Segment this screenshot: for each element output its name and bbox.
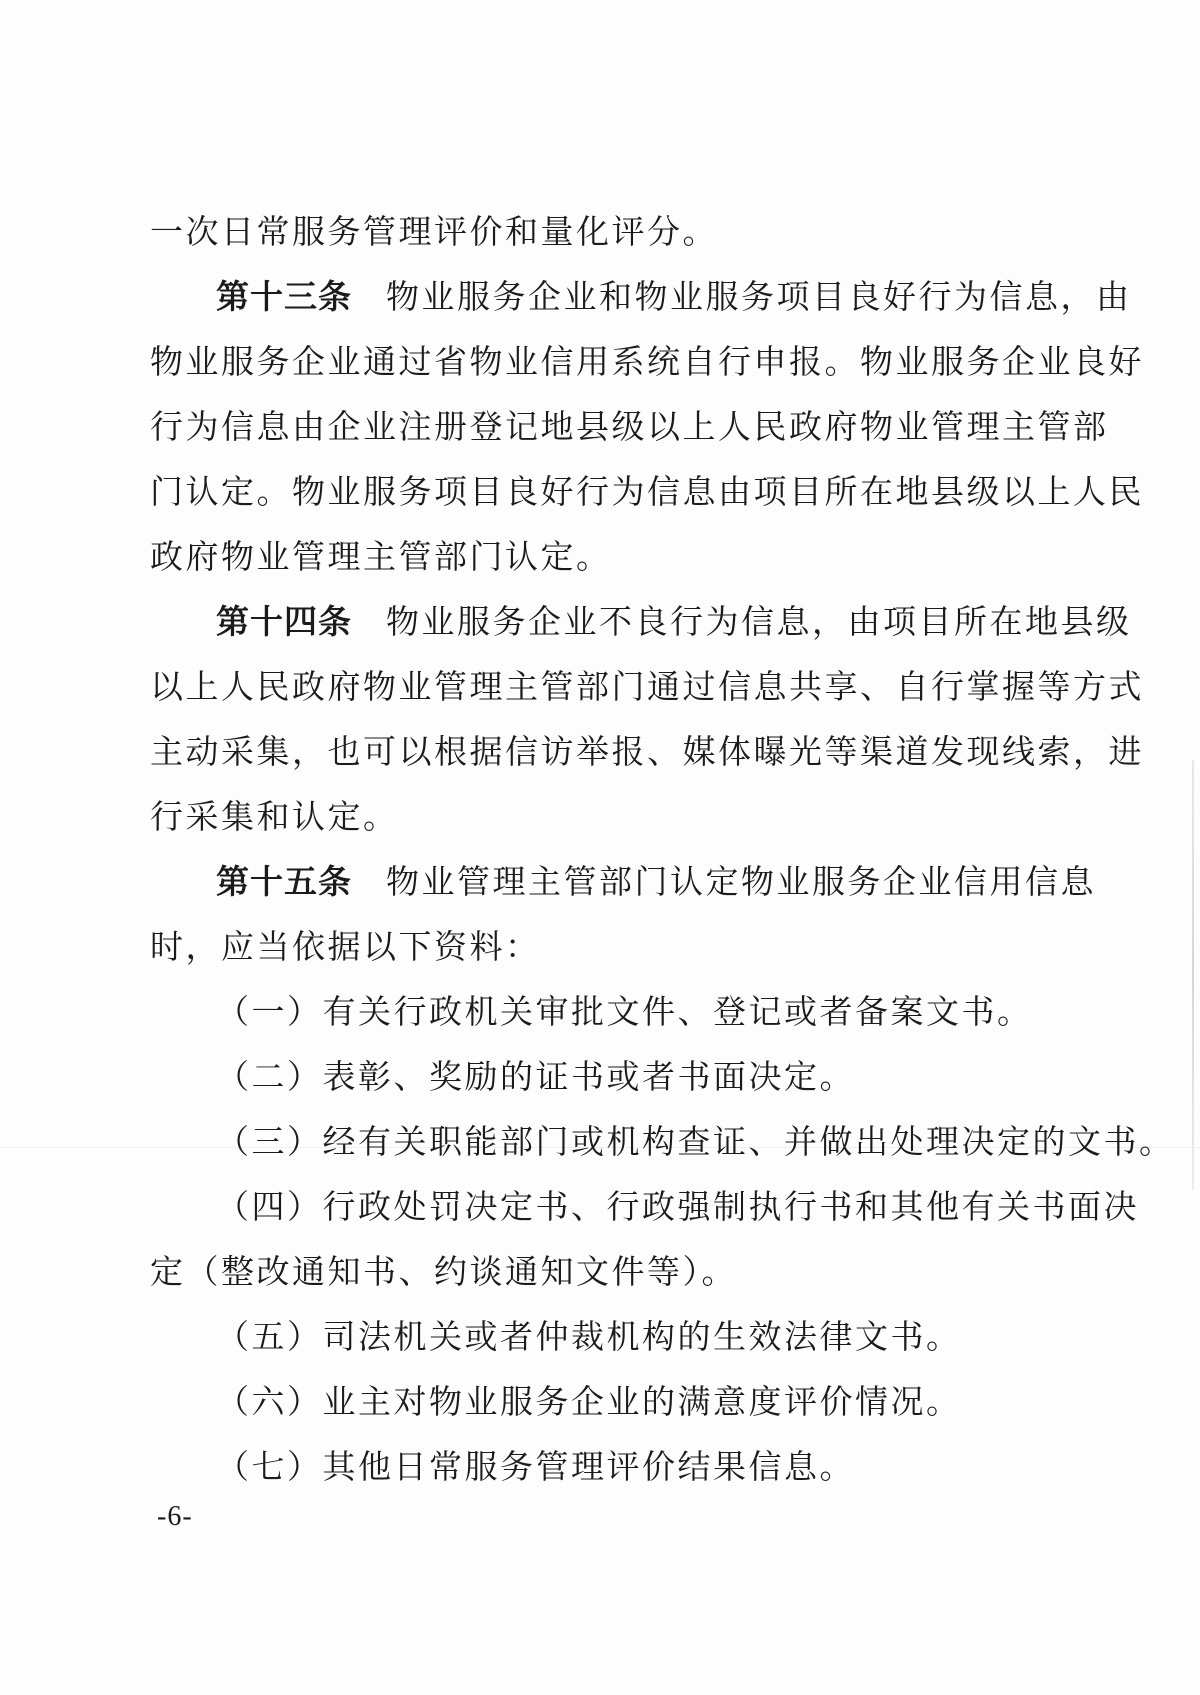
line-text: （六）业主对物业服务企业的满意度评价情况。 bbox=[216, 1382, 962, 1421]
text-line bbox=[150, 1252, 1045, 1292]
text-line bbox=[150, 342, 1144, 382]
line-text: 门认定。物业服务项目良好行为信息由项目所在地县级以上人民 bbox=[150, 472, 1144, 511]
line-text: 时，应当依据以下资料： bbox=[150, 927, 541, 966]
line-text: （七）其他日常服务管理评价结果信息。 bbox=[216, 1447, 855, 1486]
line-text: 一次日常服务管理评价和量化评分。 bbox=[150, 212, 718, 251]
text-line bbox=[150, 1122, 1175, 1162]
line-text: （二）表彰、奖励的证书或者书面决定。 bbox=[216, 1057, 855, 1096]
line-text: 物业管理主管部门认定物业服务企业信用信息 bbox=[386, 862, 1096, 901]
line-text: 行采集和认定。 bbox=[150, 797, 399, 836]
line-text: 以上人民政府物业管理主管部门通过信息共享、自行掌握等方式 bbox=[150, 667, 1144, 706]
text-line bbox=[150, 797, 1045, 837]
text-line bbox=[150, 927, 1045, 967]
text-line bbox=[150, 667, 1144, 707]
text-line bbox=[150, 1187, 1139, 1227]
page-number: -6- bbox=[157, 1501, 193, 1532]
text-line bbox=[150, 472, 1144, 512]
text-line bbox=[150, 1382, 1045, 1422]
text-line bbox=[150, 407, 1109, 447]
line-text: 定（整改通知书、约谈通知文件等）。 bbox=[150, 1252, 737, 1291]
line-text: （四）行政处罚决定书、行政强制执行书和其他有关书面决 bbox=[216, 1187, 1139, 1226]
text-line bbox=[150, 1057, 1045, 1097]
article-heading: 第十四条 bbox=[216, 602, 352, 641]
line-text: 政府物业管理主管部门认定。 bbox=[150, 537, 612, 576]
article-heading: 第十五条 bbox=[216, 862, 352, 901]
document-body bbox=[150, 212, 1175, 1512]
line-text: 行为信息由企业注册登记地县级以上人民政府物业管理主管部 bbox=[150, 407, 1109, 446]
line-text: 物业服务企业通过省物业信用系统自行申报。物业服务企业良好 bbox=[150, 342, 1144, 381]
line-text: 物业服务企业不良行为信息，由项目所在地县级 bbox=[386, 602, 1132, 641]
text-line bbox=[150, 277, 1132, 317]
text-line bbox=[150, 537, 1045, 577]
text-line bbox=[150, 1447, 1045, 1487]
line-text: 物业服务企业和物业服务项目良好行为信息，由 bbox=[386, 277, 1132, 316]
text-line bbox=[150, 862, 1096, 902]
line-text: （五）司法机关或者仲裁机构的生效法律文书。 bbox=[216, 1317, 962, 1356]
text-line bbox=[150, 1317, 1045, 1357]
text-line bbox=[150, 992, 1045, 1032]
text-line bbox=[150, 732, 1144, 772]
text-line bbox=[150, 602, 1132, 642]
line-text: （三）经有关职能部门或机构查证、并做出处理决定的文书。 bbox=[216, 1122, 1175, 1161]
scan-edge-artifact bbox=[1192, 760, 1194, 1190]
text-line bbox=[150, 212, 1045, 252]
line-text: 主动采集，也可以根据信访举报、媒体曝光等渠道发现线索，进 bbox=[150, 732, 1144, 771]
article-heading: 第十三条 bbox=[216, 277, 352, 316]
line-text: （一）有关行政机关审批文件、登记或者备案文书。 bbox=[216, 992, 1033, 1031]
